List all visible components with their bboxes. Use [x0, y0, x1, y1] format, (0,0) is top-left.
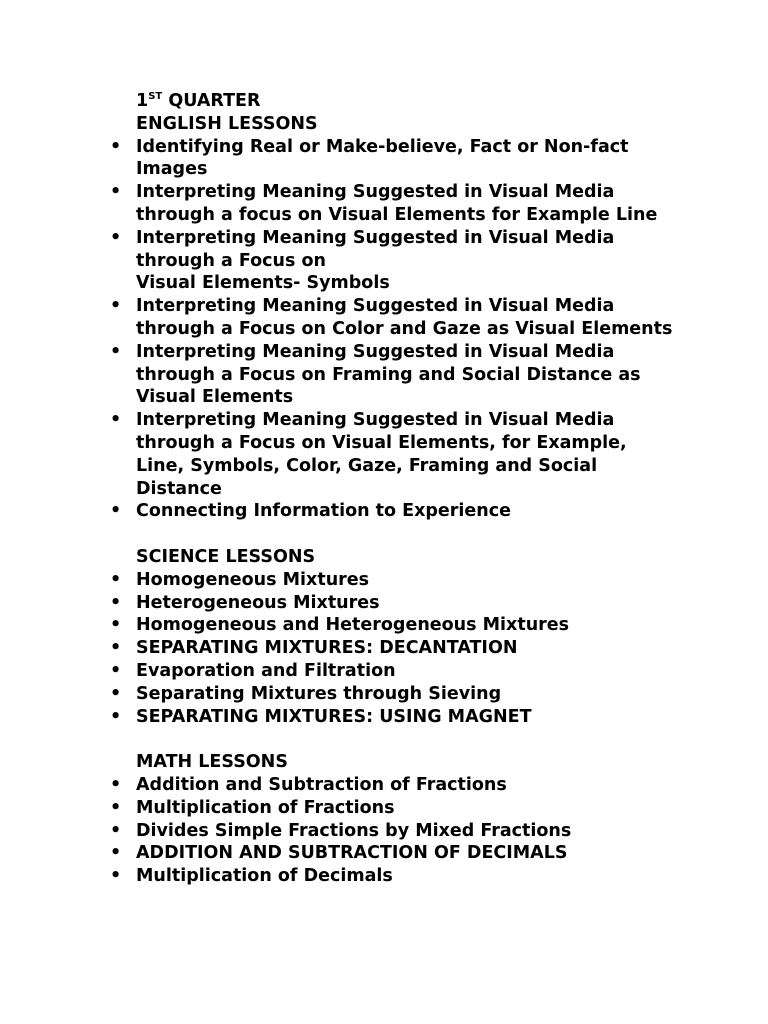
bullet-icon: • — [110, 501, 122, 522]
lesson-item — [0, 660, 768, 683]
lesson-line — [0, 136, 768, 159]
lesson-line — [0, 341, 768, 364]
lesson-line — [0, 820, 768, 843]
bullet-icon: • — [110, 683, 122, 704]
lesson-item — [0, 409, 768, 500]
section-spacer — [0, 523, 768, 546]
bullet-icon: • — [110, 410, 122, 431]
lesson-text: Interpreting Meaning Suggested in Visual Media — [136, 182, 615, 203]
lesson-line — [0, 318, 768, 341]
lesson-line — [0, 227, 768, 250]
lesson-text: through a Focus on Framing and Social Distance as — [136, 364, 641, 385]
lesson-text: Addition and Subtraction of Fractions — [136, 774, 507, 795]
lesson-text: Homogeneous Mixtures — [136, 569, 370, 590]
lesson-line — [0, 386, 768, 409]
lesson-line — [0, 432, 768, 455]
bullet-icon: • — [110, 774, 122, 795]
bullet-icon: • — [110, 592, 122, 613]
lesson-item — [0, 842, 768, 865]
bullet-icon: • — [110, 797, 122, 818]
lesson-item — [0, 295, 768, 341]
quarter-suffix: ST — [148, 91, 163, 102]
lesson-line — [0, 250, 768, 273]
english-lesson-list — [0, 136, 768, 524]
lesson-text: Images — [136, 159, 208, 180]
section-spacer — [0, 728, 768, 751]
lesson-text: Visual Elements — [136, 387, 294, 408]
lesson-line — [0, 295, 768, 318]
lesson-text: Identifying Real or Make-believe, Fact or Non-fact — [136, 136, 629, 157]
bullet-icon: • — [110, 866, 122, 887]
lesson-line — [0, 569, 768, 592]
lesson-text: Interpreting Meaning Suggested in Visual Media — [136, 227, 615, 248]
lesson-text: Interpreting Meaning Suggested in Visual Media — [136, 341, 615, 362]
lesson-line — [0, 272, 768, 295]
science-lesson-list — [0, 569, 768, 729]
lesson-item — [0, 774, 768, 797]
lesson-text: Evaporation and Filtration — [136, 660, 396, 681]
lesson-line — [0, 478, 768, 501]
lesson-line — [0, 797, 768, 820]
lesson-text: Heterogeneous Mixtures — [136, 592, 380, 613]
quarter-number: 1 — [136, 91, 149, 111]
lesson-text: through a focus on Visual Elements for Example Line — [136, 204, 658, 225]
lesson-text: ADDITION AND SUBTRACTION OF DECIMALS — [136, 843, 568, 864]
bullet-icon: • — [110, 615, 122, 636]
math-lesson-list — [0, 774, 768, 888]
lesson-text: Distance — [136, 478, 222, 499]
lesson-item — [0, 592, 768, 615]
lesson-line — [0, 683, 768, 706]
bullet-icon: • — [110, 706, 122, 727]
lesson-text: Connecting Information to Experience — [136, 501, 512, 522]
lesson-item — [0, 227, 768, 295]
lesson-line — [0, 660, 768, 683]
lesson-text: through a Focus on — [136, 250, 327, 271]
bullet-icon: • — [110, 296, 122, 317]
lesson-text: Divides Simple Fractions by Mixed Fractions — [136, 820, 572, 841]
lesson-text: Homogeneous and Heterogeneous Mixtures — [136, 615, 570, 636]
english-section-title: ENGLISH LESSONS — [136, 113, 318, 134]
lesson-line — [0, 409, 768, 432]
bullet-icon: • — [110, 136, 122, 157]
lesson-line — [0, 614, 768, 637]
lesson-text: through a Focus on Color and Gaze as Visual Elements — [136, 318, 673, 339]
lesson-item — [0, 706, 768, 729]
bullet-icon: • — [110, 341, 122, 362]
lesson-item — [0, 797, 768, 820]
document-page — [0, 90, 768, 888]
lesson-line — [0, 364, 768, 387]
lesson-text: Separating Mixtures through Sieving — [136, 683, 502, 704]
lesson-line — [0, 455, 768, 478]
lesson-text: Interpreting Meaning Suggested in Visual Media — [136, 296, 615, 317]
lesson-text: through a Focus on Visual Elements, for Example, — [136, 432, 627, 453]
bullet-icon: • — [110, 182, 122, 203]
lesson-text: Line, Symbols, Color, Gaze, Framing and Social — [136, 455, 598, 476]
lesson-item — [0, 865, 768, 888]
lesson-line — [0, 500, 768, 523]
lesson-item — [0, 181, 768, 227]
lesson-line — [0, 181, 768, 204]
lesson-line — [0, 865, 768, 888]
bullet-icon: • — [110, 820, 122, 841]
lesson-text: Multiplication of Decimals — [136, 866, 393, 887]
lesson-text: SEPARATING MIXTURES: DECANTATION — [136, 638, 518, 659]
lesson-item — [0, 614, 768, 637]
lesson-line — [0, 774, 768, 797]
bullet-icon: • — [110, 843, 122, 864]
lesson-line — [0, 204, 768, 227]
quarter-heading — [0, 90, 768, 113]
lesson-line — [0, 592, 768, 615]
lesson-item — [0, 637, 768, 660]
lesson-text: Visual Elements- Symbols — [136, 273, 390, 294]
lesson-item — [0, 683, 768, 706]
lesson-line — [0, 637, 768, 660]
bullet-icon: • — [110, 227, 122, 248]
lesson-item — [0, 820, 768, 843]
science-section-title: SCIENCE LESSONS — [136, 546, 316, 567]
lesson-text: Multiplication of Fractions — [136, 797, 395, 818]
lesson-line — [0, 706, 768, 729]
quarter-word: QUARTER — [168, 91, 261, 111]
lesson-line — [0, 842, 768, 865]
math-section-title: MATH LESSONS — [136, 752, 288, 773]
lesson-item — [0, 136, 768, 182]
bullet-icon: • — [110, 660, 122, 681]
lesson-item — [0, 569, 768, 592]
lesson-line — [0, 158, 768, 181]
bullet-icon: • — [110, 638, 122, 659]
lesson-text: SEPARATING MIXTURES: USING MAGNET — [136, 706, 532, 727]
lesson-text: Interpreting Meaning Suggested in Visual Media — [136, 410, 615, 431]
bullet-icon: • — [110, 569, 122, 590]
lesson-item — [0, 341, 768, 409]
lesson-item — [0, 500, 768, 523]
